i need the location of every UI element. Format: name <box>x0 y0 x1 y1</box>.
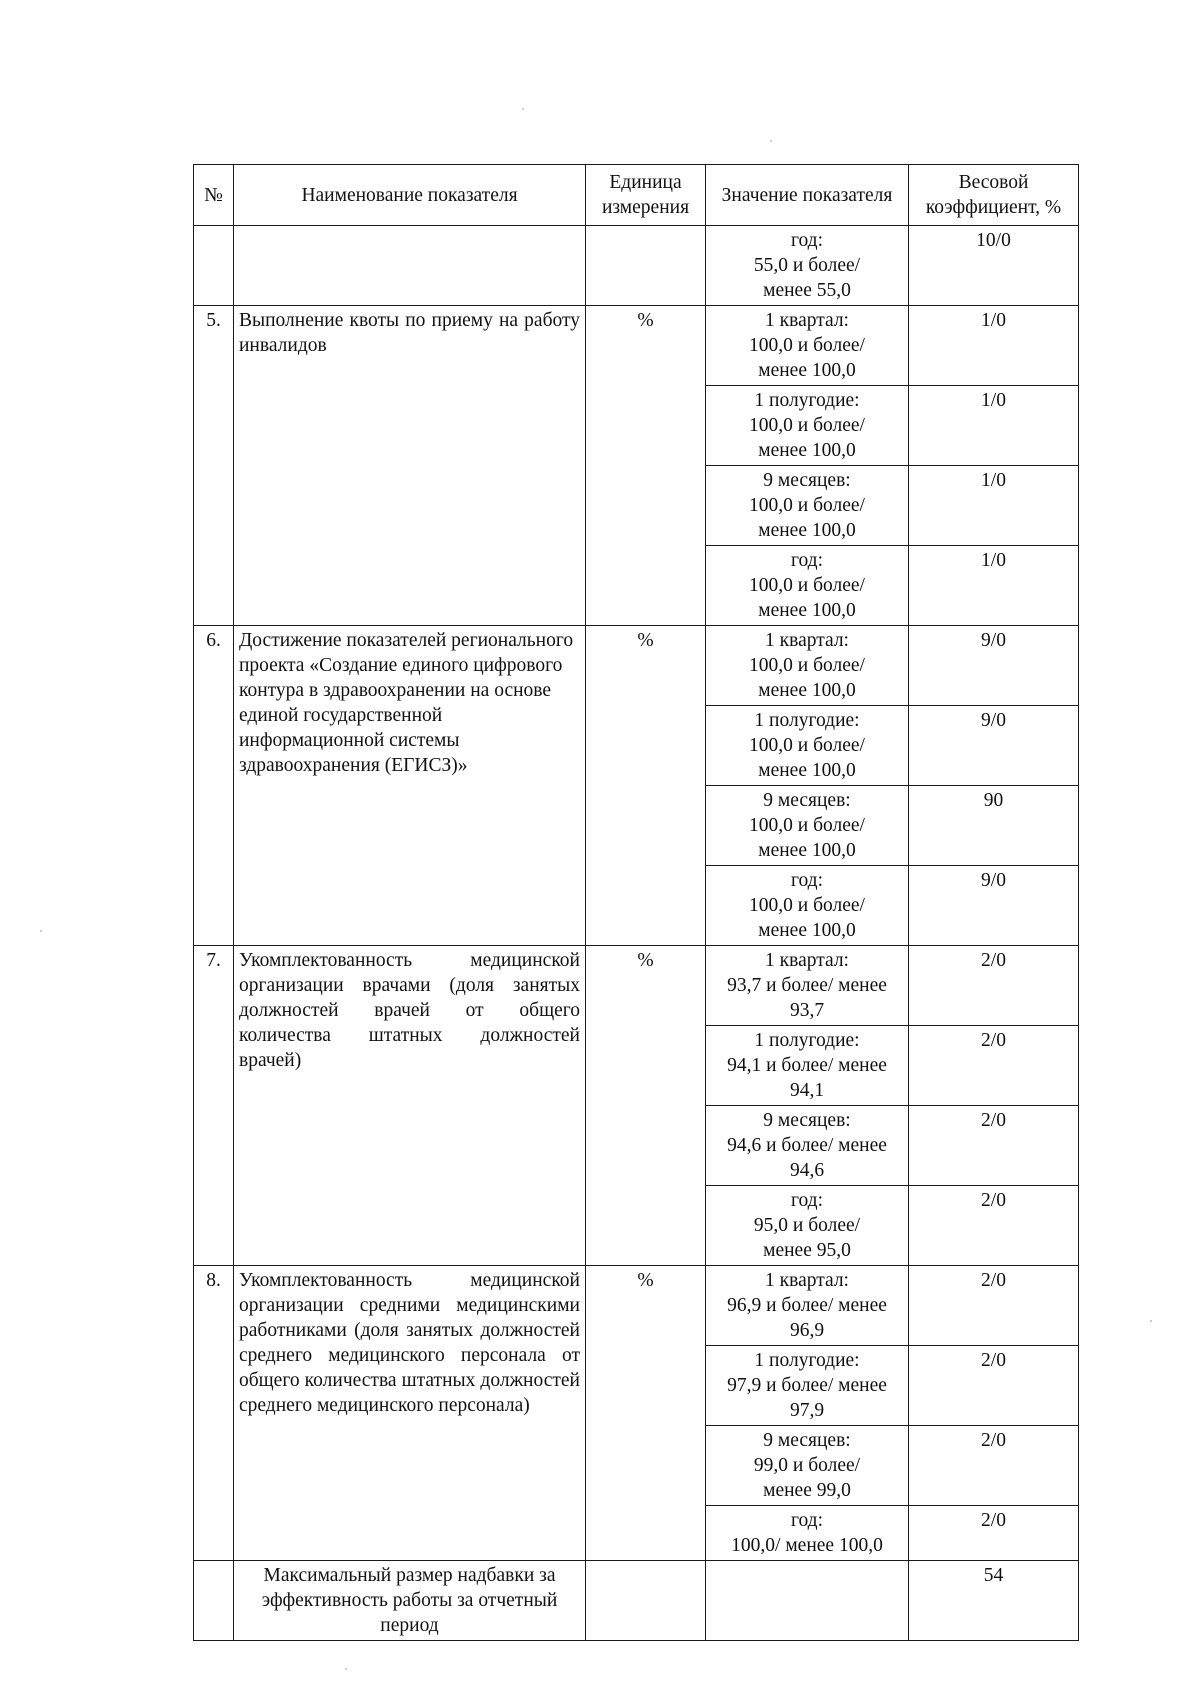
period-weight: 2/0 <box>909 1506 1079 1561</box>
period-value <box>706 626 909 706</box>
table-row-7 <box>194 946 1079 1026</box>
row-name: Выполнение квоты по приему на работу инвалидов <box>234 306 586 626</box>
header-unit: Единица измерения <box>586 165 706 226</box>
row-name: Достижение показателей регионального проекта «Создание единого цифрового контура в здравоохранении на основе единой государственной информационной системы здравоохранения (ЕГИСЗ)» <box>234 626 586 946</box>
period-weight: 9/0 <box>909 866 1079 946</box>
period-weight: 90 <box>909 786 1079 866</box>
period-weight: 2/0 <box>909 1106 1079 1186</box>
value-line: 9 месяцев: <box>763 1430 851 1451</box>
value-line: 94,6 и более/ менее <box>727 1135 887 1156</box>
value-line: 1 квартал: <box>765 310 849 331</box>
table-row-5 <box>194 306 1079 386</box>
period-value <box>706 946 909 1026</box>
value-line: 100,0 и более/ <box>749 415 865 436</box>
period-value <box>706 786 909 866</box>
value-line: год: <box>790 550 824 571</box>
header-num: № <box>194 165 234 226</box>
value-line: 1 полугодие: <box>754 1030 860 1051</box>
value-line: 100,0 и более/ <box>749 735 865 756</box>
value-line: менее 100,0 <box>758 360 856 381</box>
table-row-total <box>194 1561 1079 1641</box>
period-weight: 1/0 <box>909 386 1079 466</box>
table-row-continuation <box>194 226 1079 306</box>
value-line: год: <box>790 1510 824 1531</box>
table-row-6 <box>194 626 1079 706</box>
period-weight: 2/0 <box>909 1266 1079 1346</box>
value-line: год: <box>790 870 824 891</box>
value-line: 94,6 <box>789 1160 825 1181</box>
period-weight: 1/0 <box>909 466 1079 546</box>
value-line: 1 квартал: <box>765 950 849 971</box>
value-line: менее 55,0 <box>763 280 851 301</box>
value-line: менее 99,0 <box>763 1480 851 1501</box>
value-line: год: <box>790 1190 824 1211</box>
table-row-8 <box>194 1266 1079 1346</box>
scan-speck <box>770 140 772 142</box>
value-line: 9 месяцев: <box>763 470 851 491</box>
value-line: 9 месяцев: <box>763 790 851 811</box>
value-line: 95,0 и более/ <box>753 1215 861 1236</box>
scan-speck <box>40 930 42 932</box>
value-line: 94,1 <box>789 1080 825 1101</box>
value-line: 1 полугодие: <box>754 1350 860 1371</box>
period-weight: 9/0 <box>909 626 1079 706</box>
total-unit-cell <box>586 1561 706 1641</box>
total-label: Максимальный размер надбавки за эффективность работы за отчетный период <box>234 1561 586 1641</box>
header-name: Наименование показателя <box>234 165 586 226</box>
period-value <box>706 1506 909 1561</box>
value-line: 99,0 и более/ <box>753 1455 861 1476</box>
header-row <box>194 165 1079 226</box>
row-num: 6. <box>194 626 234 946</box>
value-line: 100,0 и более/ <box>749 335 865 356</box>
value-line: 100,0 и более/ <box>749 815 865 836</box>
period-weight: 2/0 <box>909 1426 1079 1506</box>
value-line: менее 100,0 <box>758 840 856 861</box>
value-line: 100,0 и более/ <box>749 575 865 596</box>
period-value <box>706 546 909 626</box>
total-num-cell <box>194 1561 234 1641</box>
period-value <box>706 1426 909 1506</box>
row-name: Укомплектованность медицинской организации врачами (доля занятых должностей врачей от общего количества штатных должностей врачей) <box>234 946 586 1266</box>
row-num: 8. <box>194 1266 234 1561</box>
row-unit: % <box>586 946 706 1266</box>
value-line: менее 100,0 <box>758 600 856 621</box>
value-line: год: <box>790 230 824 251</box>
row-unit: % <box>586 306 706 626</box>
period-value <box>706 386 909 466</box>
period-value <box>706 706 909 786</box>
period-value <box>706 1186 909 1266</box>
indicators-table <box>193 164 1079 1641</box>
period-value <box>706 1346 909 1426</box>
period-weight: 1/0 <box>909 306 1079 386</box>
value-line: 96,9 и более/ менее <box>727 1295 887 1316</box>
value-line: 96,9 <box>789 1320 825 1341</box>
period-weight: 2/0 <box>909 1186 1079 1266</box>
value-line: менее 100,0 <box>758 680 856 701</box>
value-line: менее 95,0 <box>763 1240 851 1261</box>
period-value <box>706 1026 909 1106</box>
value-line: 1 квартал: <box>765 1270 849 1291</box>
value-line: менее 100,0 <box>758 920 856 941</box>
scan-speck <box>1150 1320 1152 1322</box>
period-value <box>706 866 909 946</box>
value-line: 9 месяцев: <box>763 1110 851 1131</box>
value-line: менее 100,0 <box>758 440 856 461</box>
value-line: 100,0/ менее 100,0 <box>731 1535 883 1556</box>
period-value <box>706 306 909 386</box>
value-line: 93,7 <box>789 1000 825 1021</box>
row-num: 7. <box>194 946 234 1266</box>
value-line: менее 100,0 <box>758 520 856 541</box>
value-line: 1 полугодие: <box>754 390 860 411</box>
period-value <box>706 1266 909 1346</box>
row-unit: % <box>586 1266 706 1561</box>
total-weight: 54 <box>909 1561 1079 1641</box>
scan-speck <box>345 1668 347 1670</box>
period-weight: 2/0 <box>909 946 1079 1026</box>
scan-speck <box>522 108 524 110</box>
cont-weight-cell: 10/0 <box>909 226 1079 306</box>
cont-num-cell <box>194 226 234 306</box>
header-value: Значение показателя <box>706 165 909 226</box>
header-weight: Весовой коэффициент, % <box>909 165 1079 226</box>
value-line: 94,1 и более/ менее <box>727 1055 887 1076</box>
value-line: 100,0 и более/ <box>749 895 865 916</box>
total-value-cell <box>706 1561 909 1641</box>
row-unit: % <box>586 626 706 946</box>
value-line: 1 квартал: <box>765 630 849 651</box>
cont-name-cell <box>234 226 586 306</box>
row-name: Укомплектованность медицинской организации средними медицинскими работниками (доля занятых должностей среднего медицинского персонала от общего количества штатных должностей среднего медицинского персонала) <box>234 1266 586 1561</box>
value-line: 1 полугодие: <box>754 710 860 731</box>
value-line: 55,0 и более/ <box>753 255 861 276</box>
period-weight: 2/0 <box>909 1346 1079 1426</box>
period-weight: 2/0 <box>909 1026 1079 1106</box>
cont-value-cell <box>706 226 909 306</box>
value-line: 100,0 и более/ <box>749 655 865 676</box>
period-weight: 1/0 <box>909 546 1079 626</box>
period-value <box>706 1106 909 1186</box>
row-num: 5. <box>194 306 234 626</box>
value-line: 93,7 и более/ менее <box>727 975 887 996</box>
period-weight: 9/0 <box>909 706 1079 786</box>
value-line: 97,9 и более/ менее <box>727 1375 887 1396</box>
period-value <box>706 466 909 546</box>
value-line: 100,0 и более/ <box>749 495 865 516</box>
value-line: менее 100,0 <box>758 760 856 781</box>
value-line: 97,9 <box>789 1400 825 1421</box>
cont-unit-cell <box>586 226 706 306</box>
